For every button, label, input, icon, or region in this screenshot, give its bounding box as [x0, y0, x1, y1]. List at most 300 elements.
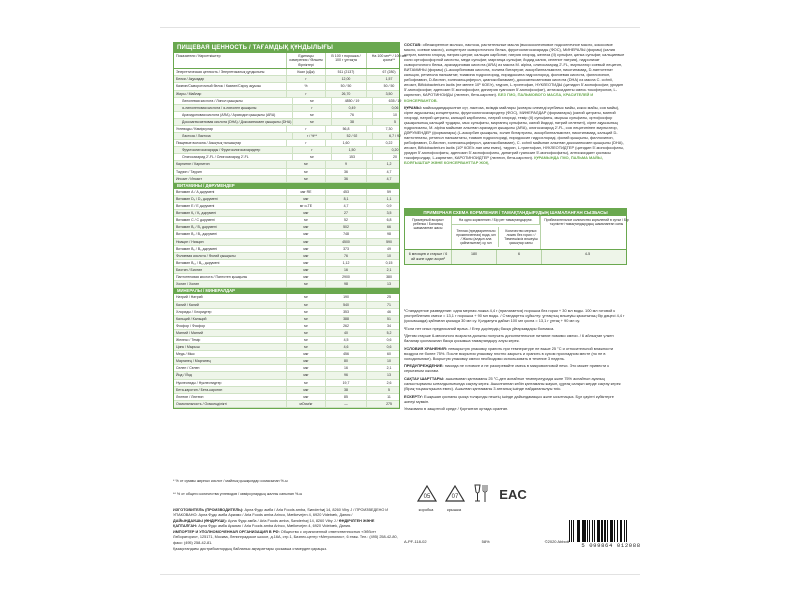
nutrition-row	[174, 401, 399, 408]
nutrient-per-100ml: 51	[387, 316, 391, 321]
nutrient-unit: Ккал (кДж)	[287, 69, 326, 75]
nutrient-name: Марганец / Марганец	[174, 358, 287, 364]
feeding-scheme-table	[404, 208, 627, 265]
storage-ru	[404, 346, 625, 361]
nutrient-per-100g: 19,7	[326, 380, 367, 386]
nutrient-name: Йод / Йод	[174, 372, 287, 378]
nutrition-row	[174, 281, 399, 288]
scheme-header-scoops: Количество мерных ложек без горки ² / Төмпешіксіз өлшеуіш қасықтар саны	[504, 229, 538, 246]
nutrient-unit: мкг	[287, 224, 326, 230]
nutrient-unit: г	[287, 140, 326, 146]
composition-kz-free-from: ҚҰРАМЫНДА ГМО, ПАЛЬМА МАЙЫ, БОЯҒЫШТАР ЖӘНЕ КОНСЕРВАНТТАР ЖОҚ.	[404, 155, 603, 166]
nutrient-name: Пантотеновая кислота / Пантотен қышқылы	[174, 274, 287, 280]
nutrient-name: Инозит / Инозит	[174, 176, 287, 182]
nutrition-row	[174, 224, 399, 231]
nutrient-per-100ml: 66	[387, 225, 391, 230]
nutrient-per-100g: 511 (2137)	[326, 69, 367, 75]
nutrient-per-100g: 98	[326, 281, 367, 287]
nutrient-name: Жиры / Майлар	[174, 91, 287, 97]
nutrition-body	[174, 69, 402, 408]
storage-ru-text: невскрытую упаковку хранить при температуре не выше 25 °С и относительной влажности воздуха не более 75%. После вскрытия упаковку плотно закрыть и хранить в сухом прохладном месте (но не в холодильнике). Вскрытую упаковку смеси необходимо использовать в течение 3 недель.	[404, 345, 614, 361]
nutrient-unit: мг	[287, 380, 326, 386]
nutrient-name: Витамин В₂ / В₂ дәрумені	[174, 231, 287, 237]
note-complementary: ³Детям старше 6-месячного возраста должны получать дополнительное питание помимо смеси. / 6 айлықтан үлкен балалар қоспасынан басқа қосымша тамақтандыру алуы керек.	[404, 333, 614, 344]
producer-kz-text: Арла Фудс амба / Arla Foods amba, Sønderhøj 14, 8260 Viby J /	[227, 519, 338, 524]
nutrition-row	[174, 344, 399, 351]
nutrition-row	[174, 294, 399, 301]
nutrient-per-100ml: 1,57	[385, 77, 393, 82]
warning-ru-label: ПРЕДУПРЕЖДЕНИЕ:	[404, 363, 444, 369]
scheme-feeds: 4-5	[584, 252, 591, 257]
nutrient-name: Витамин В₆ / В₆ дәрумені	[174, 246, 287, 252]
nutrient-per-100ml: 6,8	[386, 218, 392, 223]
nutrition-section-title: МИНЕРАЛЫ / МИНЕРАЛДАР	[174, 288, 399, 294]
nutrient-name: Арахидоновая кислота (ARA) / Арахидон қышқылы (ARA)	[174, 112, 293, 118]
nutrition-row	[174, 337, 399, 344]
nutrient-per-100ml: 0,20	[391, 148, 399, 153]
nutrient-per-100ml: 98	[387, 232, 391, 237]
scheme-header-group	[452, 216, 541, 249]
nutrient-unit: мг	[287, 316, 326, 322]
nutrient-per-100g: 4,5	[326, 337, 367, 343]
nutrient-per-100ml: 67 (280)	[382, 70, 396, 75]
importer-label: ИМПОРТЕР И УПОЛНОМОЧЕННАЯ ОРГАНИЗАЦИЯ В РФ:	[173, 530, 280, 535]
composition-block	[404, 42, 625, 167]
barcode-bar	[626, 520, 627, 542]
nutrient-name: Белки / Ақуыздар	[174, 76, 287, 82]
composition-ru-label: СОСТАВ:	[404, 42, 422, 47]
nutrition-row	[174, 380, 399, 387]
nutrient-name: Таурин / Таурин	[174, 169, 287, 175]
nutrient-unit: мкг RE	[287, 189, 326, 195]
nutrient-unit: мг	[287, 294, 326, 300]
nutrient-per-100g: 38	[332, 119, 373, 125]
scheme-water: 180	[452, 250, 497, 264]
nutrient-per-100ml: 13	[387, 373, 391, 378]
nutrient-per-100ml: 5,2	[386, 330, 392, 335]
nutrient-per-100ml: 3,50	[385, 91, 393, 96]
nutrient-per-100ml: 0,6	[386, 337, 392, 342]
nutrient-name: Селен / Селен	[174, 365, 287, 371]
nutrition-row	[174, 189, 399, 196]
nutrition-row	[174, 112, 399, 119]
nutrient-name: Кальций / Кальций	[174, 316, 287, 322]
nutrient-per-100g: 4850 / 19	[332, 98, 373, 104]
nutrient-unit: мОсм/кг	[287, 401, 326, 407]
nutrient-per-100g: 262	[326, 323, 367, 329]
composition-ru-text: обезжиренное молоко, лактоза, растительные масла (высокоолеиновое подсолнечное масло, кокосовое масло, соевое масло), концентрат сывороточного белка, фруктоолигосахариды (ФОС), МИНЕРАЛЫ (формы) (калия цитрат, магния хлорид, натрия цитрат, кальция карбонат, натрия хлорид, железа (II) сульфат, цинка сульфат, кальциевые соли ортофосфорной кислоты, меди сульфат, марганца сульфат, йодид калия, селенит натрия), гидролизат сывороточного белка, арахидоновая кислота (ARA) из масла M. alpina, олигосахарид 2'-FL, эмульгатор соевый лецитин, ВИТАМИНЫ (формы) (L-аскорбиновая кислота, холина битартрат, аскорбилпальмитат, никотинамид, D-пантотенат кальция, ретинола пальмитат, тиамина гидрохлорид, пиридоксина гидрохлорид, фолиевая кислота, филлохинон, рибофлавин, D-биотин, холекальциферол, цианокобаламин), докозагексаеновая кислота (DHA) из масла C. cohnii, инозит, Bifidobacterium lactis (не менее 10⁶ КОЕ/г), таурин, L-триптофан, НУКЛЕОТИДЫ (цитидин 5'-монофосфат, уридин 5'-монофосфат, аденозин 5'-монофосфат, динатрия гуанозин 5'-монофосфат), антиоксиданты смесь токоферолов, L-карнитин, КАРОТИНОИДЫ (лютеин, бета-каротин).	[404, 42, 625, 98]
recycle-label-2: крышка	[446, 507, 462, 512]
nutrient-name: Нуклеотиды / Нуклеотидтер	[174, 380, 287, 386]
nutrient-per-100g: —	[326, 401, 367, 407]
nutrition-table	[173, 42, 407, 409]
nutrition-row	[174, 260, 399, 267]
nutrient-name: Углеводы / Көмірсулар	[174, 126, 287, 132]
scheme-scoops: 6	[497, 250, 542, 264]
nutrient-name: Биотин / Биотин	[174, 267, 287, 273]
packed-label: ӨНДІРІЛГЕН ЖӘНЕ ҚАПТАЛҒАН:	[173, 519, 375, 529]
nutrient-per-100ml: 7,30	[385, 126, 393, 131]
nutrient-unit: мг	[287, 337, 326, 343]
nutrient-unit: г	[287, 91, 326, 97]
producer-label: ИЗГОТОВИТЕЛЬ (ПРОИЗВОДИТЕЛЬ):	[173, 508, 244, 512]
nutrient-unit: мг	[287, 330, 326, 336]
nutrient-per-100ml: 0,06	[391, 105, 399, 110]
nutrient-per-100ml: 46	[387, 309, 391, 314]
nutrient-unit: мкг	[287, 253, 326, 259]
nutrient-unit: мг	[293, 98, 332, 104]
nutrient-per-100g: 96	[326, 372, 367, 378]
nutrient-per-100g: 76	[326, 253, 367, 259]
nutrient-per-100g: 36	[326, 176, 367, 182]
footnote-fatty-acids: * % от суммы жирных кислот / майлық қышқылдар сомасынан %-ы	[173, 479, 288, 483]
nutrient-per-100ml: 1,1	[386, 197, 392, 201]
print-info-line	[404, 539, 569, 544]
nutrition-row	[174, 323, 399, 330]
composition-kz	[404, 105, 625, 166]
scheme-header-age: Примерный возраст ребенка / Баланың шамаланған жасы	[405, 216, 452, 249]
nutrient-per-100g: 40	[326, 330, 367, 336]
nutrition-title: ПИЩЕВАЯ ЦЕННОСТЬ / ТАҒАМДЫҚ ҚҰНДЫЛЫҒЫ	[174, 43, 399, 53]
nutrient-per-100g: 56,8	[326, 126, 367, 132]
eac-mark-icon	[500, 485, 526, 503]
nutrient-per-100ml: 10	[387, 253, 391, 258]
nutrient-name: Витамин С / С дәрумені	[174, 217, 287, 223]
nutrient-name: Фосфор / Фосфор	[174, 323, 287, 329]
nutrient-unit: мг	[287, 169, 326, 175]
nutrient-per-100g: 1,60	[326, 140, 367, 146]
warning-kz	[404, 394, 625, 404]
barcode-number: 5 099864 012088	[581, 542, 641, 549]
nutrient-name: Магний / Магний	[174, 330, 287, 336]
nutrient-unit: мг	[293, 119, 332, 125]
nutrition-row	[174, 140, 399, 147]
scheme-header-sub	[452, 225, 540, 249]
nutrition-row	[174, 119, 399, 126]
nutrient-per-100g: 453	[326, 189, 367, 195]
nutrition-row	[174, 161, 399, 168]
nutrient-per-100ml: 275	[386, 401, 392, 406]
warning-kz-label: ЕСКЕРТУ:	[404, 393, 423, 399]
nutrition-row	[174, 372, 399, 379]
nutrient-name: Витамин А / А дәрумені	[174, 189, 287, 195]
nutrient-per-100g: 16	[326, 267, 367, 273]
nutrient-name: Фолиевая кислота / Фолий қышқылы	[174, 253, 287, 259]
nutrient-unit: мкг	[287, 358, 326, 364]
nutrition-row	[174, 351, 399, 358]
nutrient-per-100g: 26,70	[326, 91, 367, 97]
note-doctor: ²Если нет иных предписаний врача. / Егер дәрігердің басқа ұйғарымдары болмаса.	[404, 325, 555, 331]
barcode	[569, 520, 653, 550]
nutrient-name: Натрий / Натрий	[174, 294, 287, 300]
nutrient-unit: мг	[287, 344, 326, 350]
print-percent: 58%	[481, 539, 490, 544]
nutrition-row	[174, 239, 399, 246]
nutrient-per-100ml: 0,9	[386, 204, 392, 209]
nutrient-per-100g: 1,12	[326, 260, 367, 266]
nutrient-name: Хлориды / Хлоридтер	[174, 309, 287, 315]
nutrition-row	[174, 309, 399, 316]
nutrition-row	[174, 316, 399, 323]
nutrient-per-100ml: 0,6	[386, 345, 392, 350]
top-fold-line	[160, 27, 640, 28]
header-indicator: Показатели / Көрсеткіштер	[174, 53, 287, 68]
nutrient-unit: г	[287, 126, 326, 132]
nutrient-per-100g: 80	[326, 358, 367, 364]
nutrient-per-100g: 85	[326, 394, 367, 400]
nutrient-per-100ml: 50 / 50	[383, 84, 395, 89]
nutrition-row	[174, 253, 399, 260]
nutrient-per-100ml: 60	[387, 352, 391, 357]
nutrient-unit: мг	[293, 112, 332, 118]
recycle-code-1: 05	[423, 494, 431, 500]
barcode-bars	[569, 520, 653, 542]
label-panel	[173, 42, 641, 579]
header-per-100g: В 100 г порошка / 100 г ұнтақта	[326, 53, 367, 68]
nutrient-per-100ml: 4,7	[386, 169, 392, 174]
nutrient-per-100ml: 20	[393, 155, 397, 160]
nutrient-name: Холин / Холин	[174, 281, 287, 287]
nutrient-per-100g: 748	[326, 231, 367, 237]
nutrient-per-100ml: 0,22	[385, 141, 393, 146]
nutrition-row	[174, 302, 399, 309]
nutrient-name: Калий / Калий	[174, 302, 287, 308]
nutrient-per-100ml: 34	[387, 323, 391, 328]
nutrient-name: Олигосахарид 2'-FL / Олигосахарид 2'-FL	[174, 154, 293, 160]
protective-atmosphere: Упаковано в защитной среде / Қорғалған ортада оралған.	[404, 406, 509, 412]
nutrient-per-100g: 4,6	[326, 344, 367, 350]
nutrient-per-100g: 353	[326, 309, 367, 315]
nutrient-name: Казеин/Сывороточный белок / Казеин/Сарсу ақуызы	[174, 83, 287, 89]
nutrient-unit: мкг	[287, 365, 326, 371]
scheme-header-per-feed: На одно кормление¹ / Бір рет тамақтандыруға¹	[452, 216, 540, 225]
nutrient-per-100g: 1,50	[332, 147, 373, 153]
nutrient-per-100ml: 380	[386, 275, 392, 280]
nutrient-per-100g: 52	[326, 217, 367, 223]
composition-kz-label: ҚҰРАМЫ:	[404, 104, 422, 110]
nutrient-per-100g: 9	[326, 161, 367, 167]
nutrient-unit: мкг	[287, 196, 326, 202]
composition-kz-text: майсыздандырылған сүт, лактоза, өсімдік майлары (жоғары олеинді күнбағыс майы, кокос майы, соя майы), сірне ақуызының концентраты, фруктоолигосахаридтер (ФОС), МИНЕРАЛДАР (формалары) (калий цитраты, магний хлориді, натрий цитраты, кальций карбонаты, натрий хлориді, темір (II) сульфаты, мырыш сульфаты, ортофосфор қышқылының кальций тұздары, мыс сульфаты, марганец сульфаты, калий йодиді, натрий селениті), сірне ақуызының гидролизаты, M. alpina майынан алынған арахидон қышқылы (ARA), олигосахарид 2'-FL, соя лецитинінен эмульгатор, ДӘРУМЕНДЕР (формалары) (L-аскорбин қышқылы, холин битартраты, аскорбилпальмитат, никотинамид, кальций D-пантотенаты, ретинол пальмитаты, тиамин гидрохлориді, пиридоксин гидрохлориді, фолий қышқылы, филлохинон, рибофлавин, D-биотин, холекальциферол, цианокобаламин), C. cohnii майынан алынған докозагексаен қышқылы (DHA), инозит, Bifidobacterium lactis (10⁶ КОЕ/г-нан кем емес), таурин, L-триптофан, НУКЛЕОТИДТЕР (цитидин 5'-монофосфаты, уридин 5'-монофосфаты, аденозин 5'-монофосфаты, динатрий гуанозин 5'-монофосфаты), антиоксидант қоспасы токоферолдар, L-карнитин, КАРОТИНОИДТЕР (лютеин, бета-каротин).	[404, 104, 625, 161]
nutrition-row	[174, 69, 399, 76]
nutrient-unit: мкг	[287, 239, 326, 245]
nutrient-unit: мг	[287, 302, 326, 308]
nutrient-per-100ml: 71	[387, 302, 391, 307]
nutrient-per-100ml: 2,6	[386, 380, 392, 385]
nutrition-row	[174, 330, 399, 337]
importer-text: Общество с ограниченной ответственностью «Эбботт Лэбораториз», 125171, Москва, Ленинградское шоссе, д.16А, стр.1, Бизнес-центр «Метрополис», 6 этаж. Тел.: (495) 258-42-80, факс: (495) 258-42-81.	[173, 530, 398, 545]
manufacturer-block	[173, 508, 398, 553]
nutrition-row	[174, 105, 399, 112]
nutrition-row	[174, 98, 402, 105]
nutrient-unit: мг α-TE	[287, 203, 326, 209]
nutrient-name: Осмоляльность / Осмольділікті	[174, 401, 287, 407]
nutrient-name: Докозагексаеновая кислота (DHA) / Докозагексаен қышқылы (DHA)	[174, 119, 293, 125]
nutrient-per-100g: 502	[326, 224, 367, 230]
nutrition-row	[174, 394, 399, 401]
header-unit: Единицы измерения / Өлшем бірліктері	[287, 53, 326, 68]
nutrient-per-100ml: 635 / 19	[388, 98, 402, 103]
header-per-100ml: На 100 мл** / 100 мл қоспа**	[371, 54, 407, 63]
nutrient-unit: г	[293, 105, 332, 111]
nutrition-row	[174, 154, 399, 161]
nutrient-per-100g: 27	[326, 210, 367, 216]
nutrient-unit: мкг	[287, 387, 326, 393]
note-dilution: ¹Стандартное разведение: одна мерная ложка 4,4 г (прилагается) порошка без горки + 30 мл воды. 100 мл готовой к употреблению смеси = 13,1 г порошка + 90 мл воды. / Стандартты сұйылту: ұнтақтың өлшеуіш қасығының бір дөңесі 4,4 г (қосымшада) қайнаған қасыққа 30 мл су. Қолдануға дайын 100 мл қоспа = 13,1 г ұнтақ + 90 мл су.	[404, 308, 625, 324]
nutrient-unit: %	[287, 83, 326, 89]
nutrient-per-100g: 456	[326, 351, 367, 357]
nutrient-per-100ml: 2,1	[386, 267, 392, 272]
scheme-data-row	[405, 250, 626, 264]
nutrient-name: Лактоза / Лактоза	[174, 133, 293, 139]
recycle-icon	[416, 484, 438, 504]
nutrient-unit: г	[287, 76, 326, 82]
nutrient-per-100ml: 5	[388, 387, 390, 392]
packed-text: Арла Фудс амба Аркимо / Arla Foods amba Arinco, Mælkevejen 4, 6920 Videbæk, Дания.	[198, 524, 352, 529]
nutrition-row	[174, 196, 399, 203]
recycle-icon-2	[444, 484, 466, 504]
warning-ru	[404, 363, 625, 373]
warning-kz-text: Ешқашан қоспаны қысқа толқынды пештің ішінде дайындамаңыз және ысытпаңыз. Бұл қауіпті күйіктерге әкелуі мүмкін.	[404, 393, 614, 404]
nutrition-row	[174, 91, 399, 98]
nutrition-row	[174, 126, 399, 133]
nutrition-row	[174, 176, 399, 183]
nutrient-per-100g: 4,7	[326, 203, 367, 209]
nutrient-per-100ml: 59	[387, 189, 391, 194]
nutrient-name: Витамин В₁₂ / В₁₂ дәрумені	[174, 260, 287, 266]
storage-kz-text: ашылмаған қаптаманы 25 °С-ден аспайтын температурада және 75% аспайтын ауаның салыстырмалы ылғалдылығында сақтау керек. Ашылғаннан кейін қаптаманы жауып, құрғақ салқын жерде сақтау керек (бірақ тоңазытқышта емес). Ашылған қаптаманы 3 апталық ішінде пайдаланылуы тиіс.	[404, 376, 621, 392]
nutrient-name: Цинк / Мырыш	[174, 344, 287, 350]
nutrient-per-100g: 4500	[326, 239, 367, 245]
nutrient-name: α-линоленовая кислота / α-линолен қышқылы	[174, 105, 293, 111]
nutrient-per-100ml: 0,15	[385, 260, 393, 265]
storage-ru-label: УСЛОВИЯ ХРАНЕНИЯ:	[404, 345, 448, 351]
nutrient-unit: мкг	[287, 394, 326, 400]
storage-kz	[404, 376, 625, 391]
nutrient-per-100g: 38	[326, 387, 367, 393]
nutrition-row	[174, 203, 399, 210]
nutrient-per-100g: 373	[326, 246, 367, 252]
nutrient-name: Ниацин / Ниацин	[174, 239, 287, 245]
nutrient-name: Витамин В₁ / В₁ дәрумені	[174, 224, 287, 230]
print-code: A-PF-118-02	[404, 539, 427, 544]
nutrient-per-100ml: 4,7	[386, 176, 392, 181]
eac-text: EAC	[499, 487, 527, 502]
nutrient-unit: мг	[287, 176, 326, 182]
composition-ru	[404, 42, 625, 103]
nutrient-per-100g: 36	[326, 169, 367, 175]
nutrient-name: Бета-каротин / Бета-каротин	[174, 387, 287, 393]
nutrient-name: Витамин Е / Е дәрумені	[174, 203, 287, 209]
nutrient-unit: мг	[287, 323, 326, 329]
nutrient-per-100g: 52 / 92	[332, 133, 373, 139]
nutrient-per-100ml: 2,1	[386, 366, 392, 371]
nutrition-row	[174, 231, 399, 238]
nutrient-unit: г / %**	[293, 133, 332, 139]
nutrient-unit: мкг	[287, 246, 326, 252]
nutrient-per-100ml: 10	[393, 112, 397, 117]
importer-line	[173, 530, 398, 545]
nutrition-row	[174, 76, 399, 83]
recycle-label-1: коробка	[418, 507, 434, 512]
nutrient-name: Пищевые волокна / Азықтық талшықтар	[174, 140, 287, 146]
warning-ru-text: никогда не готовьте и не разогревайте смесь в микроволновой печи. Это может привести к серьезным ожогам.	[404, 363, 609, 374]
kz-distributor-line: Қазақстандағы дистрибьютордың байланыс ақпараттары қосымша стикерден қараңыз.	[173, 546, 328, 551]
nutrient-per-100ml: 3,5	[386, 211, 392, 216]
nutrient-unit: мг	[287, 309, 326, 315]
nutrition-section-title: ВИТАМИНЫ / ДӘРУМЕНДЕР	[174, 183, 399, 189]
nutrition-row	[174, 387, 399, 394]
nutrient-per-100ml: 25	[387, 295, 391, 300]
nutrition-row	[174, 274, 399, 281]
nutrient-per-100g: 16	[326, 365, 367, 371]
nutrient-unit: мг	[287, 161, 326, 167]
nutrient-name: Витамин К₁ / К₁ дәрумені	[174, 210, 287, 216]
nutrition-row	[174, 267, 399, 274]
nutrient-per-100g: 12,00	[326, 76, 367, 82]
footnote-carbohydrates: ** % от общего количества углеводов / көмірсулардың жалпы санынан %-ы	[173, 492, 303, 496]
nutrient-name: Фруктоолигосахариды / Фруктоолигосахаридтер	[174, 147, 293, 153]
glass-fork-icon	[472, 483, 490, 505]
nutrient-per-100ml: 6,7 / 92	[389, 134, 401, 139]
nutrient-name: Медь / Мыс	[174, 351, 287, 357]
nutrient-per-100ml: 11	[387, 394, 391, 399]
scheme-title: ПРИМЕРНАЯ СХЕМА КОРМЛЕНИЯ / ТАМАҚТАНДЫРУДЫҢ ШАМАЛАНҒАН СЫЗБАСЫ	[405, 209, 626, 216]
nutrient-per-100g: 0,49	[332, 105, 373, 111]
nutrient-name: Энергетическая ценность / Энергетикалық құндылығы	[174, 69, 287, 75]
nutrient-unit: мкг	[287, 267, 326, 273]
nutrition-row	[174, 169, 399, 176]
nutrient-unit: мкг	[287, 231, 326, 237]
nutrient-unit: мкг	[287, 372, 326, 378]
producer-text: Арла Фудс амба / Arla Foods amba, Sønderhøj 14, 8260 Viby J / ПРОИЗВЕДЕНО И УПАКОВАНО: Арла Фудс амба Аркимо / Arla Foods amba Arinco, Mælkevejen 4, 6920 Videbæk, Дания /	[173, 508, 389, 518]
nutrient-per-100ml: 49	[387, 246, 391, 251]
nutrient-per-100g: 50 / 50	[326, 83, 367, 89]
nutrient-per-100ml: 5	[394, 119, 396, 124]
nutrient-per-100ml: 1,2	[386, 162, 392, 167]
nutrient-name: Витамин D₃ / D₃ дәрумені	[174, 196, 287, 202]
nutrition-row	[174, 210, 399, 217]
nutrient-unit: мкг	[287, 351, 326, 357]
nutrient-unit: мг	[287, 217, 326, 223]
nutrient-unit: мкг	[287, 274, 326, 280]
storage-kz-label: САҚТАУ ШАРТТАРЫ:	[404, 376, 445, 382]
producer-line	[173, 508, 398, 518]
nutrition-row	[174, 217, 399, 224]
scheme-header-row	[405, 216, 629, 250]
nutrition-header-row	[174, 53, 407, 69]
nutrient-per-100g: 190	[326, 294, 367, 300]
nutrient-per-100ml: 10	[387, 359, 391, 364]
nutrition-row	[174, 246, 399, 253]
nutrient-per-100g: 388	[326, 316, 367, 322]
nutrient-name: Линолевая кислота / Линол қышқылы	[174, 98, 293, 104]
composition-ru-free-from: БЕЗ ГМО, ПАЛЬМОВОГО МАСЛА, КРАСИТЕЛЕЙ И КОНСЕРВАНТОВ.	[404, 92, 594, 103]
nutrition-row	[174, 365, 399, 372]
nutrition-row	[174, 358, 399, 365]
nutrient-unit: мкг	[287, 210, 326, 216]
scheme-header-feeds: Приблизительное количество кормлений в сутки / Бір тәуліктегі тамақтандырудың шамаланған саны	[544, 218, 629, 227]
nutrient-per-100ml: 13	[387, 282, 391, 287]
nutrient-unit: мг	[287, 281, 326, 287]
nutrient-per-100g: 76	[332, 112, 373, 118]
scheme-header-water: Теплая (предварительно прокипяченная) вода, мл / Жылы (алдын ала қайнатылған) су, мл	[454, 227, 499, 247]
nutrition-row	[174, 147, 399, 154]
nutrient-unit: г	[293, 147, 332, 153]
nutrient-per-100ml: 590	[386, 239, 392, 244]
nutrition-row	[174, 133, 399, 140]
notes-block	[404, 308, 625, 414]
